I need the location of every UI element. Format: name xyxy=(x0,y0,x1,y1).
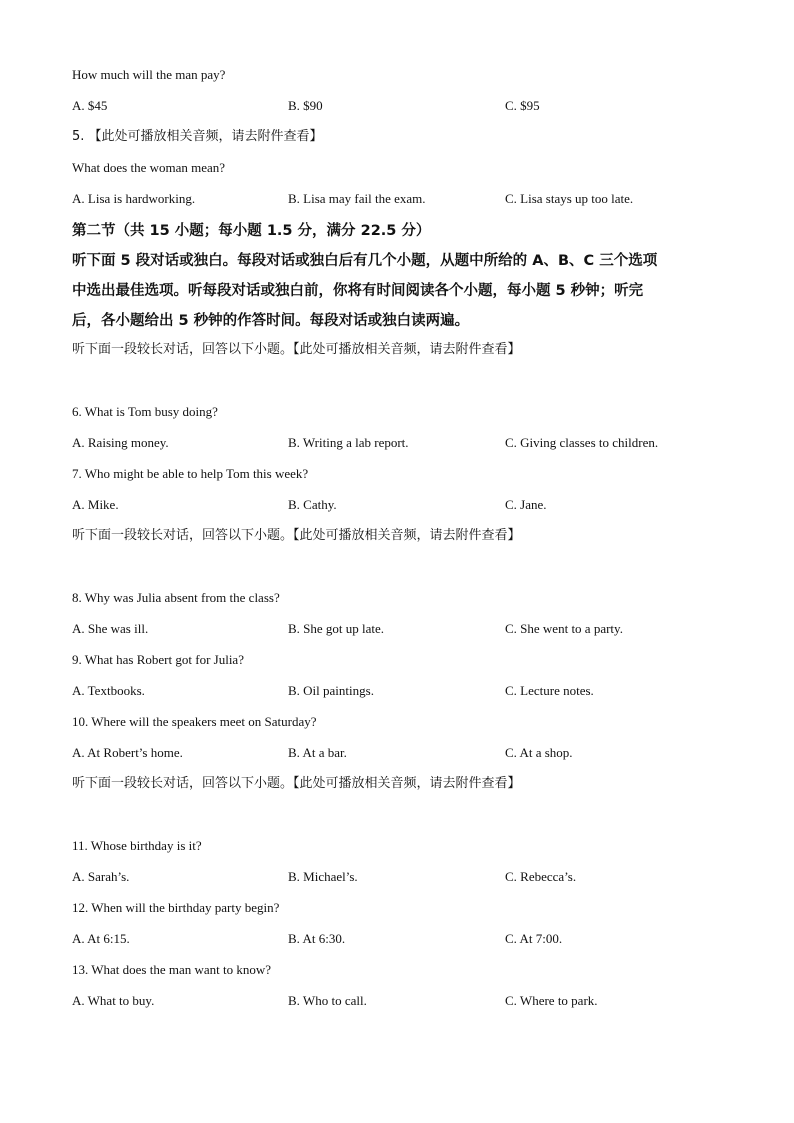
exam-page xyxy=(72,66,732,1023)
option-a: A. Sarah’s. xyxy=(72,869,130,884)
option-b: B. At 6:30. xyxy=(288,931,346,946)
question-9-text: 9. What has Robert got for Julia? xyxy=(72,652,244,667)
question-13-text: 13. What does the man want to know? xyxy=(72,962,272,977)
section-2-instruction-1: 听下面 5 段对话或独白。每段对话或独白后有几个小题，从题中所给的 A、B、C 三个选项 xyxy=(72,253,658,269)
section-2-heading: 第二节（共 15 小题；每小题 1.5 分，满分 22.5 分） xyxy=(72,223,431,239)
question-12-options xyxy=(72,930,732,961)
option-b: B. She got up late. xyxy=(288,621,385,636)
question-8-options xyxy=(72,620,732,651)
question-10-options xyxy=(72,744,732,775)
option-c: C. Lecture notes. xyxy=(505,683,594,698)
option-b: B. $90 xyxy=(288,98,323,113)
question-5-text: What does the woman mean? xyxy=(72,160,226,175)
option-c: C. Where to park. xyxy=(505,993,598,1008)
option-a: A. What to buy. xyxy=(72,993,155,1008)
question-12-text: 12. When will the birthday party begin? xyxy=(72,900,280,915)
audio-prompt-dialogue-2[interactable]: 听下面一段较长对话，回答以下小题。【此处可播放相关音频，请去附件查看】 xyxy=(72,528,521,543)
option-b: B. Michael’s. xyxy=(288,869,358,884)
question-4-options xyxy=(72,97,732,128)
option-c: C. $95 xyxy=(505,98,540,113)
option-b: B. Lisa may fail the exam. xyxy=(288,191,426,206)
question-7-text: 7. Who might be able to help Tom this week? xyxy=(72,466,309,481)
option-c: C. She went to a party. xyxy=(505,621,623,636)
option-b: B. At a bar. xyxy=(288,745,347,760)
question-4-text: How much will the man pay? xyxy=(72,67,226,82)
audio-link-5[interactable]: 5. 【此处可播放相关音频，请去附件查看】 xyxy=(72,129,323,144)
question-8-text: 8. Why was Julia absent from the class? xyxy=(72,590,280,605)
option-c: C. Lisa stays up too late. xyxy=(505,191,634,206)
option-c: C. At a shop. xyxy=(505,745,573,760)
audio-prompt-dialogue-3[interactable]: 听下面一段较长对话，回答以下小题。【此处可播放相关音频，请去附件查看】 xyxy=(72,776,521,791)
option-a: A. Raising money. xyxy=(72,435,169,450)
option-a: A. At Robert’s home. xyxy=(72,745,183,760)
question-11-text: 11. Whose birthday is it? xyxy=(72,838,202,853)
question-6-options xyxy=(72,434,732,465)
question-6-text: 6. What is Tom busy doing? xyxy=(72,404,218,419)
section-2-instruction-2: 中选出最佳选项。听每段对话或独白前，你将有时间阅读各个小题，每小题 5 秒钟；听完 xyxy=(72,283,644,299)
section-2-instruction-3: 后，各小题给出 5 秒钟的作答时间。每段对话或独白读两遍。 xyxy=(72,313,470,329)
option-c: C. Rebecca’s. xyxy=(505,869,577,884)
question-11-options xyxy=(72,868,732,899)
question-5-options xyxy=(72,190,732,221)
option-b: B. Cathy. xyxy=(288,497,337,512)
option-a: A. She was ill. xyxy=(72,621,149,636)
option-a: A. Textbooks. xyxy=(72,683,145,698)
question-7-options xyxy=(72,496,732,527)
option-a: A. Mike. xyxy=(72,497,119,512)
question-13-options xyxy=(72,992,732,1023)
option-b: B. Oil paintings. xyxy=(288,683,374,698)
question-9-options xyxy=(72,682,732,713)
option-b: B. Who to call. xyxy=(288,993,367,1008)
option-a: A. $45 xyxy=(72,98,108,113)
option-c: C. Jane. xyxy=(505,497,547,512)
option-a: A. At 6:15. xyxy=(72,931,130,946)
option-b: B. Writing a lab report. xyxy=(288,435,409,450)
question-10-text: 10. Where will the speakers meet on Saturday? xyxy=(72,714,317,729)
option-c: C. At 7:00. xyxy=(505,931,563,946)
option-a: A. Lisa is hardworking. xyxy=(72,191,196,206)
audio-prompt-dialogue-1[interactable]: 听下面一段较长对话，回答以下小题。【此处可播放相关音频，请去附件查看】 xyxy=(72,342,521,357)
option-c: C. Giving classes to children. xyxy=(505,435,659,450)
